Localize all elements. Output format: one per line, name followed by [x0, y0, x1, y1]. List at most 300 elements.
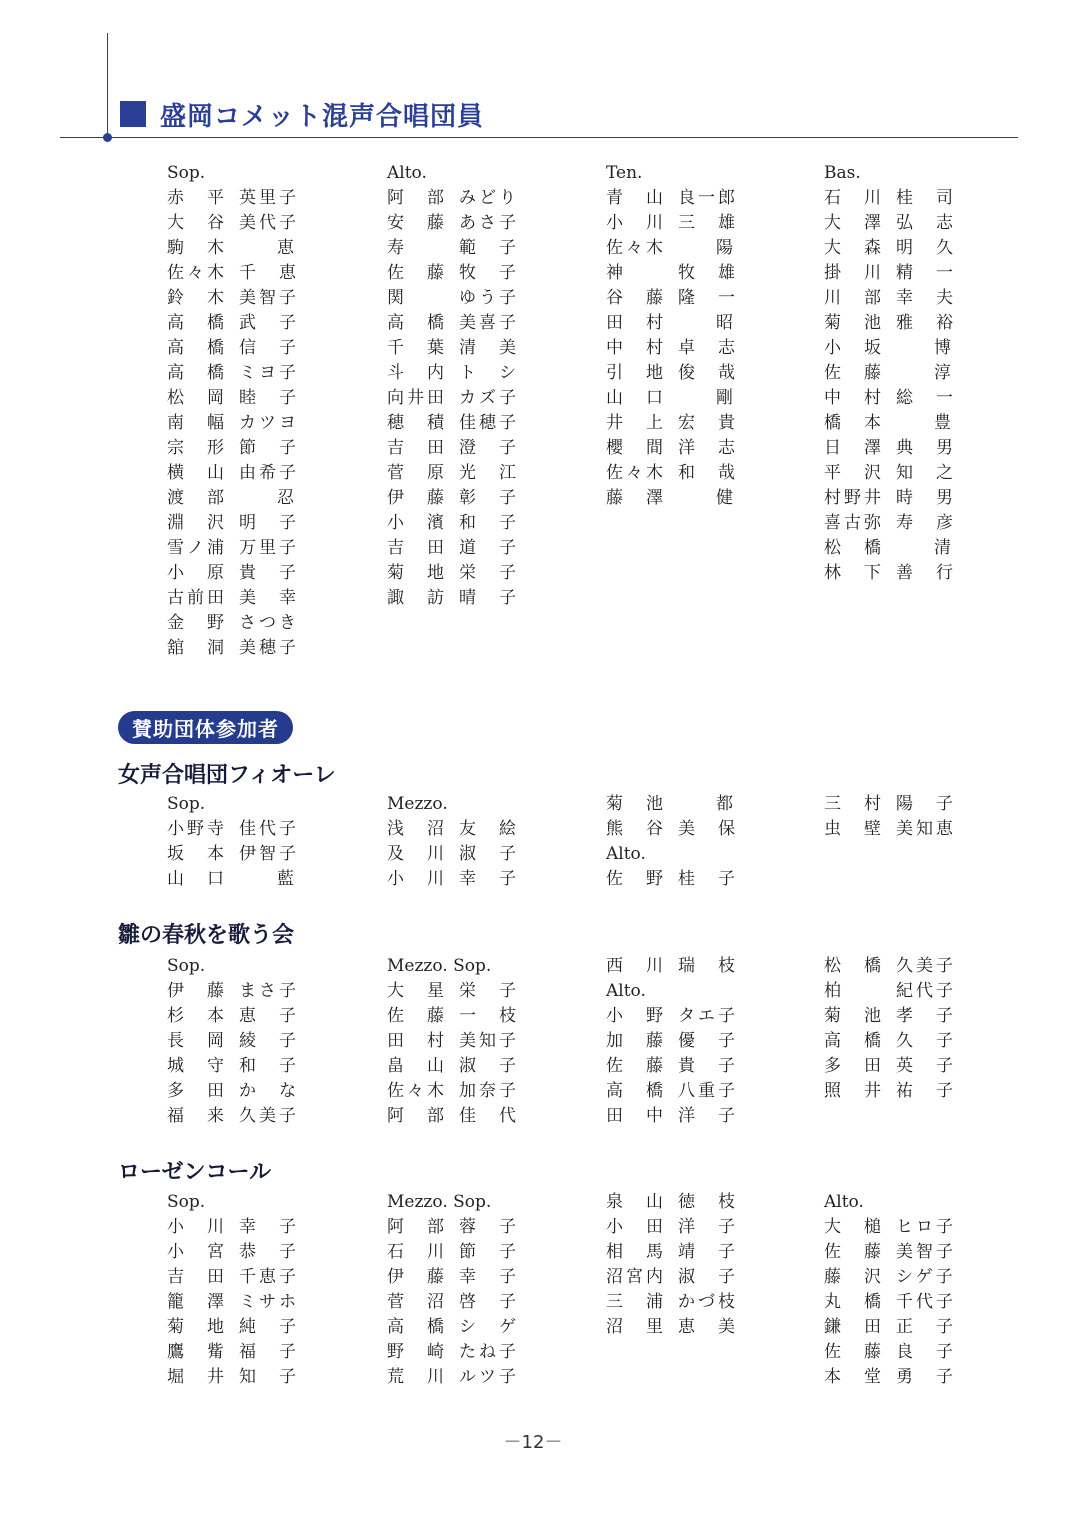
member-surname: 大 谷: [167, 213, 227, 233]
member-given-name: まさ子: [239, 981, 299, 1001]
member-row: [387, 236, 537, 261]
member-given-name: 由希子: [239, 463, 299, 483]
member-given-name: 貴 子: [678, 1056, 738, 1076]
main-title: 盛岡コメット混声合唱団員: [160, 101, 485, 132]
member-given-name: 牧 子: [459, 263, 519, 283]
member-row: [606, 1104, 756, 1129]
member-row: [167, 436, 317, 461]
member-surname: 佐 野: [606, 869, 666, 889]
member-given-name: 美智子: [896, 1242, 956, 1262]
member-given-name: 美穂子: [239, 638, 299, 658]
member-given-name: 牧 雄: [678, 263, 738, 283]
group-title-hina: 雛の春秋を歌う会: [118, 923, 295, 948]
member-row: [824, 436, 974, 461]
member-given-name: 精 一: [896, 263, 956, 283]
sponsor-badge: 賛助団体参加者: [118, 711, 293, 744]
member-row: [387, 386, 537, 411]
member-surname: 鎌 田: [824, 1317, 884, 1337]
member-surname: 阿 部: [387, 188, 447, 208]
member-row: [606, 436, 756, 461]
member-surname: 菊 池: [824, 1006, 884, 1026]
member-row: [606, 386, 756, 411]
member-surname: 大 森: [824, 238, 884, 258]
member-given-name: 孝 子: [896, 1006, 956, 1026]
member-row: [387, 1004, 537, 1029]
member-surname: 小 川: [167, 1217, 227, 1237]
member-given-name: 寿 彦: [896, 513, 956, 533]
member-given-name: 恵 子: [239, 1006, 299, 1026]
member-row: [167, 186, 317, 211]
member-column: [606, 954, 756, 1129]
member-surname: 小 田: [606, 1217, 666, 1237]
member-row: [387, 1340, 537, 1365]
member-given-name: 正 子: [896, 1317, 956, 1337]
member-surname: 長 岡: [167, 1031, 227, 1051]
member-given-name: 洋 子: [678, 1217, 738, 1237]
member-row: [167, 261, 317, 286]
member-surname: 古前田: [167, 588, 227, 608]
member-row: [167, 361, 317, 386]
member-row: [606, 1079, 756, 1104]
member-given-name: 弘 志: [896, 213, 956, 233]
member-given-name: 俊 哉: [678, 363, 738, 383]
member-given-name: ト シ: [459, 363, 519, 383]
member-row: [387, 286, 537, 311]
member-surname: 山 口: [167, 869, 227, 889]
voice-part-label: Bas.: [824, 163, 861, 183]
member-given-name: 典 男: [896, 438, 956, 458]
member-given-name: 八重子: [678, 1081, 738, 1101]
member-given-name: ヒロ子: [896, 1217, 956, 1237]
member-surname: 杉 本: [167, 1006, 227, 1026]
member-surname: 高 橋: [167, 313, 227, 333]
member-surname: 日 澤: [824, 438, 884, 458]
member-surname: 金 野: [167, 613, 227, 633]
member-given-name: 久美子: [896, 956, 956, 976]
member-surname: 吉 田: [387, 538, 447, 558]
member-row: [824, 954, 974, 979]
member-given-name: 節 子: [459, 1242, 519, 1262]
member-row: [387, 1265, 537, 1290]
member-surname: 浅 沼: [387, 819, 447, 839]
member-surname: 舘 洞: [167, 638, 227, 658]
member-row: [387, 1029, 537, 1054]
member-row: [167, 1240, 317, 1265]
member-row: [606, 1054, 756, 1079]
member-row: [606, 1265, 756, 1290]
member-surname: 三 浦: [606, 1292, 666, 1312]
member-row: [824, 511, 974, 536]
member-given-name: 明 久: [896, 238, 956, 258]
member-row: [167, 586, 317, 611]
member-given-name: 久 子: [896, 1031, 956, 1051]
member-surname: 宗 形: [167, 438, 227, 458]
member-given-name: 一 枝: [459, 1006, 519, 1026]
member-given-name: 卓 志: [678, 338, 738, 358]
member-given-name: 武 子: [239, 313, 299, 333]
member-row: [824, 311, 974, 336]
member-surname: 畠 山: [387, 1056, 447, 1076]
member-row: [824, 361, 974, 386]
member-given-name: 陽 子: [896, 794, 956, 814]
member-surname: 石 川: [387, 1242, 447, 1262]
member-column: [606, 1190, 756, 1340]
member-surname: 田 村: [387, 1031, 447, 1051]
member-surname: 熊 谷: [606, 819, 666, 839]
member-given-name: 淳: [934, 363, 954, 383]
member-given-name: 桂 司: [896, 188, 956, 208]
member-row: [824, 817, 974, 842]
member-surname: 堀 井: [167, 1367, 227, 1387]
member-row: [824, 1315, 974, 1340]
member-surname: 高 橋: [167, 363, 227, 383]
member-surname: 高 橋: [167, 338, 227, 358]
member-row: [167, 561, 317, 586]
member-row: [606, 1029, 756, 1054]
member-row: [387, 1240, 537, 1265]
member-surname: 高 橋: [824, 1031, 884, 1051]
member-row: [824, 486, 974, 511]
member-surname: 鷹 觜: [167, 1342, 227, 1362]
member-surname: 菊 地: [167, 1317, 227, 1337]
member-row: [167, 486, 317, 511]
member-given-name: 範 子: [459, 238, 519, 258]
member-row: [606, 792, 756, 817]
member-row: [606, 336, 756, 361]
member-surname: 吉 田: [387, 438, 447, 458]
member-surname: 三 村: [824, 794, 884, 814]
member-given-name: 陽: [716, 238, 736, 258]
member-surname: 西 川: [606, 956, 666, 976]
member-surname: 籠 澤: [167, 1292, 227, 1312]
member-row: [606, 1215, 756, 1240]
member-surname: 斗 内: [387, 363, 447, 383]
member-given-name: 博: [934, 338, 954, 358]
member-surname: 小 原: [167, 563, 227, 583]
member-given-name: 桂 子: [678, 869, 738, 889]
member-row: [606, 1240, 756, 1265]
member-given-name: 都: [716, 794, 736, 814]
member-row: [387, 1290, 537, 1315]
member-row: [824, 1215, 974, 1240]
member-given-name: たね子: [459, 1342, 519, 1362]
member-surname: 井 上: [606, 413, 666, 433]
member-row: [387, 261, 537, 286]
member-surname: 多 田: [824, 1056, 884, 1076]
member-given-name: 清 美: [459, 338, 519, 358]
member-row: [606, 261, 756, 286]
member-row: [387, 486, 537, 511]
member-given-name: 英 子: [896, 1056, 956, 1076]
member-surname: 佐 藤: [606, 1056, 666, 1076]
member-given-name: 知 之: [896, 463, 956, 483]
member-row: [387, 536, 537, 561]
member-surname: 松 岡: [167, 388, 227, 408]
member-given-name: 剛: [716, 388, 736, 408]
member-row: [824, 236, 974, 261]
member-row: [167, 511, 317, 536]
member-row: [387, 586, 537, 611]
member-surname: 菊 池: [606, 794, 666, 814]
member-given-name: 藍: [277, 869, 297, 889]
member-row: [606, 954, 756, 979]
member-row: [167, 411, 317, 436]
voice-part-label: Ten.: [606, 163, 643, 183]
member-row: [387, 817, 537, 842]
member-surname: 松 橋: [824, 956, 884, 976]
member-given-name: 恭 子: [239, 1242, 299, 1262]
member-row: [824, 1240, 974, 1265]
member-surname: 川 部: [824, 288, 884, 308]
member-surname: 及 川: [387, 844, 447, 864]
member-row: [387, 1104, 537, 1129]
member-given-name: 澄 子: [459, 438, 519, 458]
voice-part-label: Sop.: [167, 794, 206, 814]
member-surname: 平 沢: [824, 463, 884, 483]
member-surname: 藤 沢: [824, 1267, 884, 1287]
member-row: [606, 361, 756, 386]
member-given-name: 忍: [277, 488, 297, 508]
member-given-name: 明 子: [239, 513, 299, 533]
voice-part-label: Sop.: [167, 163, 206, 183]
member-row: [167, 311, 317, 336]
voice-part-label: Sop.: [167, 1192, 206, 1212]
member-surname: 小 宮: [167, 1242, 227, 1262]
member-column: [606, 161, 756, 511]
member-row: [387, 461, 537, 486]
member-row: [387, 211, 537, 236]
member-given-name: 和 子: [459, 513, 519, 533]
member-given-name: 和 哉: [678, 463, 738, 483]
member-given-name: 美 保: [678, 819, 738, 839]
member-row: [824, 411, 974, 436]
member-surname: 佐 藤: [387, 263, 447, 283]
member-row: [167, 1004, 317, 1029]
member-column: [167, 1190, 317, 1390]
member-surname: 引 地: [606, 363, 666, 383]
member-surname: 伊 藤: [167, 981, 227, 1001]
member-given-name: 良 子: [896, 1342, 956, 1362]
member-column: [606, 792, 756, 892]
member-given-name: 宏 貴: [678, 413, 738, 433]
member-given-name: 栄 子: [459, 981, 519, 1001]
member-row: [167, 1315, 317, 1340]
member-column: [167, 792, 317, 892]
member-surname: 伊 藤: [387, 488, 447, 508]
member-given-name: 美代子: [239, 213, 299, 233]
member-surname: 野 崎: [387, 1342, 447, 1362]
member-row: [387, 1079, 537, 1104]
member-given-name: 淑 子: [459, 844, 519, 864]
member-surname: 阿 部: [387, 1217, 447, 1237]
member-column: [387, 792, 537, 892]
member-given-name: 豊: [934, 413, 954, 433]
voice-part-label: Alto.: [824, 1192, 864, 1212]
member-row: [606, 1315, 756, 1340]
member-given-name: カツヨ: [239, 413, 299, 433]
member-given-name: シゲ子: [896, 1267, 956, 1287]
member-column: [824, 161, 974, 586]
member-given-name: 福 子: [239, 1342, 299, 1362]
member-given-name: 善 行: [896, 563, 956, 583]
member-surname: 高 橋: [387, 1317, 447, 1337]
member-surname: 穂 積: [387, 413, 447, 433]
member-surname: 柏: [824, 981, 844, 1001]
rule-dot: [103, 133, 112, 142]
member-row: [167, 211, 317, 236]
member-surname: 菊 池: [824, 313, 884, 333]
member-row: [824, 211, 974, 236]
member-surname: 藤 澤: [606, 488, 666, 508]
member-row: [606, 211, 756, 236]
member-row: [167, 1265, 317, 1290]
member-surname: 松 橋: [824, 538, 884, 558]
member-given-name: 隆 一: [678, 288, 738, 308]
member-given-name: 佳代子: [239, 819, 299, 839]
member-given-name: 淑 子: [459, 1056, 519, 1076]
member-surname: 千 葉: [387, 338, 447, 358]
member-surname: 小 川: [606, 213, 666, 233]
member-given-name: 美 幸: [239, 588, 299, 608]
member-row: [387, 1365, 537, 1390]
member-surname: 石 川: [824, 188, 884, 208]
member-column: [824, 792, 974, 842]
member-given-name: 純 子: [239, 1317, 299, 1337]
member-surname: 菅 沼: [387, 1292, 447, 1312]
member-row: [824, 336, 974, 361]
member-row: [606, 186, 756, 211]
member-row: [824, 1029, 974, 1054]
member-surname: 寿: [387, 238, 407, 258]
member-row: [167, 636, 317, 661]
member-surname: 菅 原: [387, 463, 447, 483]
member-row: [387, 1315, 537, 1340]
member-row: [167, 386, 317, 411]
member-column: [387, 1190, 537, 1390]
member-given-name: みどり: [459, 188, 519, 208]
member-row: [824, 561, 974, 586]
member-given-name: 三 雄: [678, 213, 738, 233]
member-given-name: 幸 子: [459, 1267, 519, 1287]
member-given-name: 栄 子: [459, 563, 519, 583]
member-surname: 吉 田: [167, 1267, 227, 1287]
member-surname: 沼宮内: [606, 1267, 666, 1287]
member-given-name: 千 恵: [239, 263, 299, 283]
member-row: [387, 186, 537, 211]
member-row: [167, 979, 317, 1004]
voice-part-label: Mezzo. Sop.: [387, 1192, 492, 1212]
member-row: [167, 461, 317, 486]
member-surname: 荒 川: [387, 1367, 447, 1387]
member-given-name: 時 男: [896, 488, 956, 508]
member-surname: 大 澤: [824, 213, 884, 233]
member-given-name: 洋 志: [678, 438, 738, 458]
member-row: [824, 1054, 974, 1079]
member-given-name: か な: [239, 1081, 299, 1101]
member-surname: 佐々木: [387, 1081, 447, 1101]
member-surname: 林 下: [824, 563, 884, 583]
member-row: [606, 461, 756, 486]
member-surname: 照 井: [824, 1081, 884, 1101]
member-surname: 神: [606, 263, 626, 283]
member-row: [387, 561, 537, 586]
member-given-name: 勇 子: [896, 1367, 956, 1387]
member-row: [606, 486, 756, 511]
member-given-name: カズ子: [459, 388, 519, 408]
heading-square-icon: [120, 101, 146, 127]
member-given-name: 瑞 枝: [678, 956, 738, 976]
member-row: [167, 1215, 317, 1240]
member-row: [606, 817, 756, 842]
member-row: [824, 386, 974, 411]
member-given-name: 千恵子: [239, 1267, 299, 1287]
member-row: [824, 1004, 974, 1029]
member-surname: 谷 藤: [606, 288, 666, 308]
member-given-name: 美知恵: [896, 819, 956, 839]
member-given-name: 紀代子: [896, 981, 956, 1001]
member-surname: 坂 本: [167, 844, 227, 864]
member-row: [824, 461, 974, 486]
member-surname: 小 野: [606, 1006, 666, 1026]
member-surname: 村野井: [824, 488, 884, 508]
group-title-fiore: 女声合唱団フィオーレ: [118, 763, 336, 788]
member-given-name: 恵 美: [678, 1317, 738, 1337]
member-row: [167, 286, 317, 311]
member-surname: 佐 藤: [824, 1242, 884, 1262]
member-row: [167, 536, 317, 561]
member-column: [167, 161, 317, 661]
member-given-name: ミサホ: [239, 1292, 299, 1312]
member-surname: 青 山: [606, 188, 666, 208]
member-column: [387, 954, 537, 1129]
member-given-name: 友 絵: [459, 819, 519, 839]
member-surname: 菊 地: [387, 563, 447, 583]
member-surname: 佐々木: [606, 463, 666, 483]
member-given-name: タエ子: [678, 1006, 738, 1026]
member-surname: 山 口: [606, 388, 666, 408]
member-surname: 高 橋: [387, 313, 447, 333]
member-surname: 泉 山: [606, 1192, 666, 1212]
member-surname: 沼 里: [606, 1317, 666, 1337]
member-row: [387, 311, 537, 336]
member-row: [824, 186, 974, 211]
member-surname: 佐 藤: [824, 363, 884, 383]
member-surname: 伊 藤: [387, 1267, 447, 1287]
member-row: [606, 1004, 756, 1029]
member-given-name: 美知子: [459, 1031, 519, 1051]
member-row: [387, 842, 537, 867]
member-row: [167, 1029, 317, 1054]
voice-part-label: Mezzo.: [387, 794, 448, 814]
member-surname: 佐 藤: [387, 1006, 447, 1026]
member-given-name: 貴 子: [239, 563, 299, 583]
member-given-name: ルツ子: [459, 1367, 519, 1387]
member-given-name: 英里子: [239, 188, 299, 208]
member-row: [387, 361, 537, 386]
member-surname: 中 村: [824, 388, 884, 408]
member-surname: 駒 木: [167, 238, 227, 258]
member-given-name: 恵: [277, 238, 297, 258]
member-row: [824, 261, 974, 286]
member-row: [824, 979, 974, 1004]
member-surname: 多 田: [167, 1081, 227, 1101]
member-surname: 丸 橋: [824, 1292, 884, 1312]
member-row: [167, 1054, 317, 1079]
member-row: [167, 867, 317, 892]
member-given-name: 清: [934, 538, 954, 558]
member-row: [167, 1079, 317, 1104]
member-given-name: かづ枝: [678, 1292, 738, 1312]
